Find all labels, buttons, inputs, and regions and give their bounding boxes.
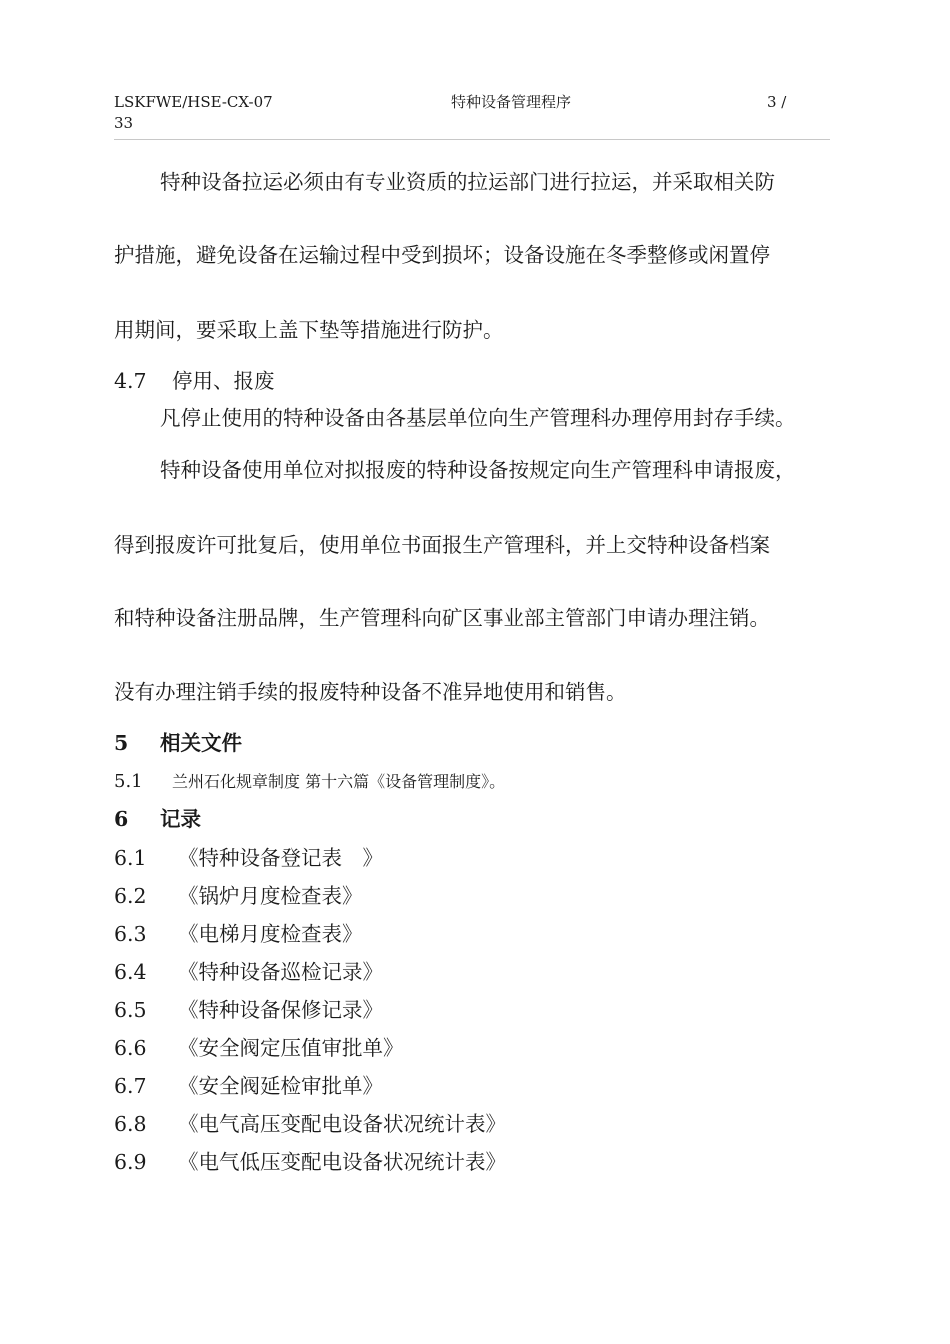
section-5-1 <box>114 771 505 793</box>
record-title: 《特种设备保修记录》 <box>178 998 383 1022</box>
record-number: 6.4 <box>114 960 147 984</box>
para3-line-2: 得到报废许可批复后，使用单位书面报生产管理科，并上交特种设备档案 <box>114 533 770 557</box>
record-title: 《安全阀定压值审批单》 <box>178 1036 404 1060</box>
section-6-heading <box>114 806 201 832</box>
section-title: 记录 <box>160 807 201 831</box>
para1-line-1: 特种设备拉运必须由有专业资质的拉运部门进行拉运，并采取相关防 <box>160 170 775 194</box>
header-title: 特种设备管理程序 <box>451 93 572 111</box>
section-number: 5 <box>114 731 129 755</box>
record-title: 《安全阀延检审批单》 <box>178 1074 383 1098</box>
section-title: 停用、报废 <box>172 369 275 393</box>
record-item <box>114 1035 404 1061</box>
header-page-current: 3 / <box>767 93 787 111</box>
record-item <box>114 845 383 871</box>
record-title: 《电梯月度检查表》 <box>178 922 363 946</box>
record-title: 《锅炉月度检查表》 <box>178 884 363 908</box>
record-number: 6.3 <box>114 922 147 946</box>
section-title: 相关文件 <box>160 731 242 755</box>
para3-line-1: 特种设备使用单位对拟报废的特种设备按规定向生产管理科申请报废， <box>160 458 796 482</box>
section-number: 4.7 <box>114 369 147 393</box>
record-item <box>114 997 383 1023</box>
header-page-total: 33 <box>114 114 134 132</box>
header-divider <box>114 139 830 140</box>
record-number: 6.9 <box>114 1150 147 1174</box>
header-doc-code: LSKFWE/HSE-CX-07 <box>114 93 273 111</box>
record-item <box>114 1111 506 1137</box>
record-item <box>114 1073 383 1099</box>
para3-line-3: 和特种设备注册品牌，生产管理科向矿区事业部主管部门申请办理注销。 <box>114 606 770 630</box>
record-title: 《电气低压变配电设备状况统计表》 <box>178 1150 506 1174</box>
record-title: 《特种设备巡检记录》 <box>178 960 383 984</box>
record-number: 6.5 <box>114 998 147 1022</box>
record-number: 6.2 <box>114 884 147 908</box>
section-5-heading <box>114 730 242 756</box>
record-number: 6.1 <box>114 846 147 870</box>
record-number: 6.7 <box>114 1074 147 1098</box>
record-title: 《特种设备登记表 》 <box>178 846 383 870</box>
section-number: 6 <box>114 807 129 831</box>
section-number: 5.1 <box>114 771 143 792</box>
para3-line-4: 没有办理注销手续的报废特种设备不准异地使用和销售。 <box>114 680 627 704</box>
section-4-7-heading <box>114 368 275 394</box>
record-number: 6.8 <box>114 1112 147 1136</box>
section-text: 兰州石化规章制度 第十六篇《设备管理制度》。 <box>172 772 506 791</box>
para1-line-2: 护措施，避免设备在运输过程中受到损坏；设备设施在冬季整修或闲置停 <box>114 243 770 267</box>
record-item <box>114 921 363 947</box>
para1-line-3: 用期间，要采取上盖下垫等措施进行防护。 <box>114 318 504 342</box>
record-number: 6.6 <box>114 1036 147 1060</box>
record-item <box>114 1149 506 1175</box>
record-item <box>114 959 383 985</box>
para2: 凡停止使用的特种设备由各基层单位向生产管理科办理停用封存手续。 <box>160 406 796 430</box>
record-title: 《电气高压变配电设备状况统计表》 <box>178 1112 506 1136</box>
record-item <box>114 883 363 909</box>
